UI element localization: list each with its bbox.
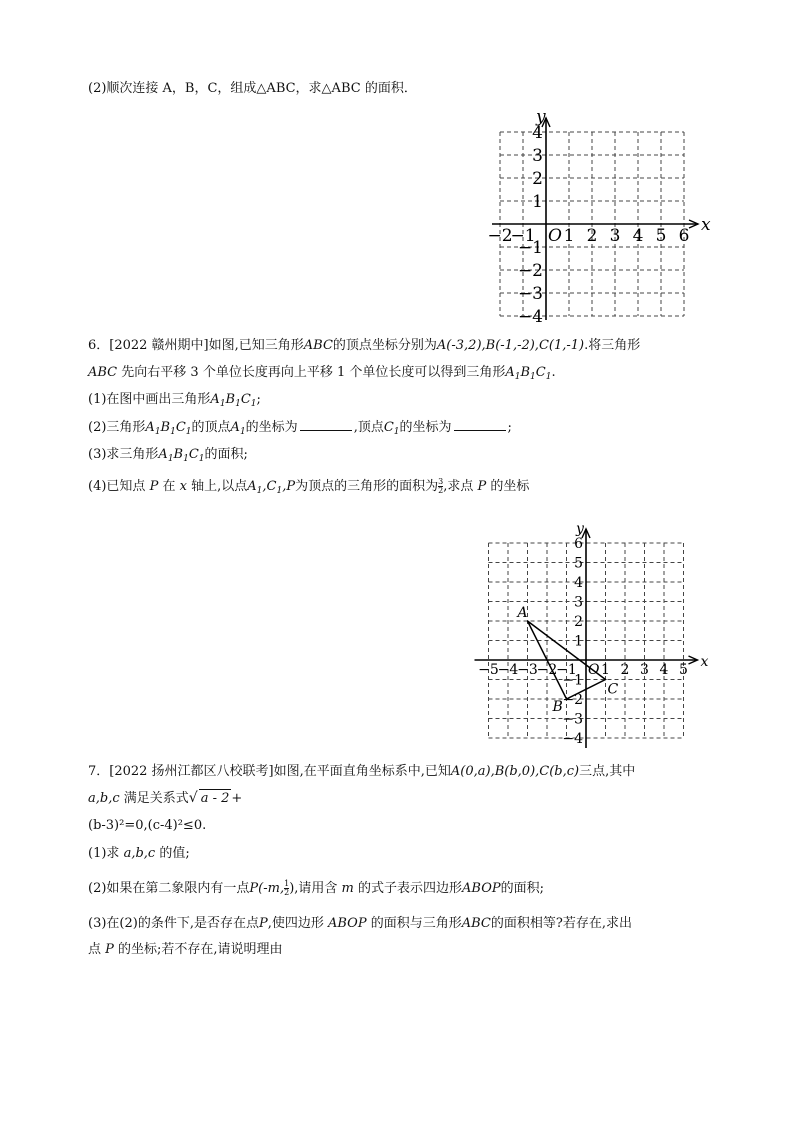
q7-line2 <box>88 789 242 808</box>
y-tick-label: 4 <box>574 574 583 591</box>
q7-part3-h: 点 <box>88 942 102 957</box>
q6-part2: (2)三角形$A_1B_1C_1$的顶点$A_1$的坐标为 ,顶点$C_1$的坐标为 ; <box>88 420 512 437</box>
q7-part3-line1 <box>88 915 632 933</box>
sqrt-sign: √ <box>188 790 198 806</box>
q6-part2-c1: $C_1$ <box>383 420 400 437</box>
q7-part3-g: 的面积相等?若存在,求出 <box>490 916 632 931</box>
x-axis-arrow <box>689 220 698 228</box>
q7-line2-b: 满足关系式 <box>123 791 189 806</box>
q7-part3-f: ABC <box>461 916 491 931</box>
q6-part4-p: P <box>149 479 159 494</box>
q7-part1 <box>88 845 190 863</box>
q6-part4 <box>88 478 529 500</box>
q6-part2-tri: $A_1B_1C_1$ <box>145 420 192 437</box>
x-tick-label: 1 <box>563 226 575 246</box>
frac-den-2: 2 <box>284 888 290 897</box>
q6-head-b: 的顶点坐标分别为 <box>332 338 437 353</box>
x-axis-label: x <box>701 215 711 235</box>
q6-part2-c: 的坐标为 <box>245 420 298 435</box>
x-axis-label: x <box>700 654 709 670</box>
origin-label: O <box>588 662 600 678</box>
q6-part2-b: 的顶点 <box>191 420 231 435</box>
frac-num: 3 <box>438 477 444 486</box>
q7-coords: A(0,a),B(b,0),C(b,c) <box>450 764 580 779</box>
point-a-label: A <box>517 605 528 621</box>
q7-part2-a: (2)如果在第二象限内有一点 <box>88 881 250 896</box>
q6-part3-b: 的面积; <box>204 447 248 462</box>
q6-triangle-name: ABC <box>303 338 333 353</box>
q7-part2-b: P(-m, <box>249 881 285 896</box>
x-axis-arrow <box>689 656 698 664</box>
x-tick-label: 1 <box>601 662 610 678</box>
q6-part2-a1: $A_1$ <box>230 420 246 437</box>
y-tick-label: −1 <box>517 237 543 258</box>
y-tick-label: −3 <box>562 711 583 728</box>
x-tick-label: −5 <box>478 662 499 678</box>
q6-part4-c: 轴上,以点 <box>191 479 248 494</box>
q7-part2-g: 的面积; <box>500 881 545 896</box>
origin-label: O <box>548 226 562 246</box>
x-tick-label: 5 <box>655 226 667 246</box>
sqrt-content: a - 2 <box>200 791 230 806</box>
q6-part3-a: (3)求三角形 <box>88 447 159 462</box>
q6-triangle-name-2: ABC <box>88 365 118 380</box>
y-axis-arrow <box>582 529 590 538</box>
q7-line3: (b-3)²=0,(c-4)²≤0. <box>88 818 207 833</box>
x-tick-label: 4 <box>632 226 644 246</box>
q7-part2 <box>88 880 544 898</box>
x-tick-label: 2 <box>620 662 630 678</box>
answer-blank-a1[interactable] <box>300 418 352 431</box>
triangle-abc <box>528 621 606 699</box>
x-tick-label: 4 <box>659 662 669 678</box>
q6-part2-e: 的坐标为 <box>399 420 452 435</box>
x-tick-label: 5 <box>679 662 688 678</box>
q6-part4-f: 的坐标 <box>490 479 530 494</box>
q6-part4-pts: $A_1,C_1,P$ <box>247 479 296 496</box>
q7-part3-a: (3)在(2)的条件下,是否存在点 <box>88 916 259 931</box>
y-tick-label: −3 <box>517 283 543 304</box>
x-tick-label: −1 <box>556 662 577 678</box>
q6-part1-text: (1)在图中画出三角形 <box>88 392 211 407</box>
q7-part2-c: ),请用含 <box>289 881 338 896</box>
q6-part4-a: (4)已知点 <box>88 479 146 494</box>
y-axis-arrow <box>542 118 550 127</box>
y-axis-label: y <box>576 521 584 537</box>
q7-part1-c: 的值; <box>159 846 190 861</box>
q7-part1-b: a,b,c <box>123 846 156 861</box>
y-tick-label: −2 <box>517 260 543 281</box>
q7-part2-f: ABOP <box>462 881 501 896</box>
x-tick-label: 3 <box>609 226 621 246</box>
point-c-label: C <box>607 681 619 698</box>
q7-line2-a: a,b,c <box>88 791 120 806</box>
y-tick-label: 3 <box>574 594 583 611</box>
q7-head-b: 三点,其中 <box>579 764 636 779</box>
x-tick-label: 2 <box>586 226 598 246</box>
x-tick-label: 6 <box>678 226 690 246</box>
q7-part3-d: ABOP <box>328 916 367 931</box>
q6-line2: ABC 先向右平移 3 个单位长度再向上平移 1 个单位长度可以得到三角形$A_1B_1C_1$. <box>88 365 556 382</box>
q5-part2-text: (2)顺次连接 A，B，C，组成△ABC，求△ABC 的面积． <box>88 81 417 96</box>
y-tick-label: −2 <box>562 691 583 708</box>
y-tick-label: 4 <box>532 122 543 143</box>
y-tick-label: 5 <box>574 555 583 572</box>
q7-part3-line2 <box>88 941 283 959</box>
q6-head-a: 6．[2022 赣州期中]如图,已知三角形 <box>88 338 304 353</box>
q7-part2-e: 的式子表示四边形 <box>358 881 463 896</box>
q6-triangle-a1b1c1: $A_1B_1C_1$ <box>505 365 552 382</box>
q7-part2-d: m <box>341 881 354 896</box>
q6-part3-tri: $A_1B_1C_1$ <box>158 447 205 464</box>
q7-heading <box>88 763 635 781</box>
y-tick-label: 6 <box>574 535 583 552</box>
q7-part3-i: P <box>105 942 114 957</box>
y-tick-label: −4 <box>562 730 583 747</box>
x-tick-label: 3 <box>640 662 649 678</box>
q7-part3-e: 的面积与三角形 <box>370 916 462 931</box>
x-tick-label: −3 <box>517 662 538 678</box>
q6-coords: A(-3,2),B(-1,-2),C(1,-1) <box>436 338 585 353</box>
y-tick-label: −4 <box>517 306 543 327</box>
q7-part3-b: P <box>258 916 268 931</box>
frac-den: 2 <box>438 486 444 495</box>
q6-line2-a: 先向右平移 3 个单位长度再向上平移 1 个单位长度可以得到三角形 <box>121 365 506 380</box>
y-axis-label: y <box>536 107 546 127</box>
y-tick-label: 1 <box>532 191 543 212</box>
frac-num-2: 1 <box>284 879 290 888</box>
y-tick-label: −1 <box>562 672 583 689</box>
answer-blank-c1[interactable] <box>454 418 506 431</box>
y-tick-label: 3 <box>532 145 543 166</box>
q6-part4-e: ,求点 <box>443 479 474 494</box>
q7-head-a: 7．[2022 扬州江都区八校联考]如图,在平面直角坐标系中,已知 <box>88 764 451 779</box>
q6-part2-d: ,顶点 <box>353 420 384 435</box>
y-tick-label: 2 <box>574 613 583 630</box>
x-tick-label: −2 <box>487 226 513 246</box>
q6-part4-b: 在 <box>162 479 176 494</box>
q6-heading <box>88 337 640 355</box>
q6-part4-p2: P <box>477 479 487 494</box>
q6-part2-a: (2)三角形 <box>88 420 146 435</box>
q6-part3 <box>88 446 248 468</box>
q6-head-c: .将三角形 <box>584 338 641 353</box>
x-tick-label: −2 <box>536 662 558 678</box>
x-tick-label: −4 <box>497 662 519 678</box>
q7-part3-j: 的坐标;若不存在,请说明理由 <box>118 942 283 957</box>
q6-part1: (1)在图中画出三角形$A_1B_1C_1$; <box>88 392 261 409</box>
point-b-label: B <box>552 699 563 715</box>
q6-part4-d: 为顶点的三角形的面积为 <box>295 479 439 494</box>
y-tick-label: 1 <box>574 633 583 650</box>
y-tick-label: 2 <box>532 168 543 189</box>
q7-part1-a: (1)求 <box>88 846 120 861</box>
q7-part3-c: ,使四边形 <box>267 916 324 931</box>
q6-part4-x: x <box>179 479 187 494</box>
x-tick-label: −1 <box>510 226 536 246</box>
q7-line2-c: + <box>231 791 243 806</box>
q6-part1-tri: $A_1B_1C_1$ <box>210 392 257 409</box>
